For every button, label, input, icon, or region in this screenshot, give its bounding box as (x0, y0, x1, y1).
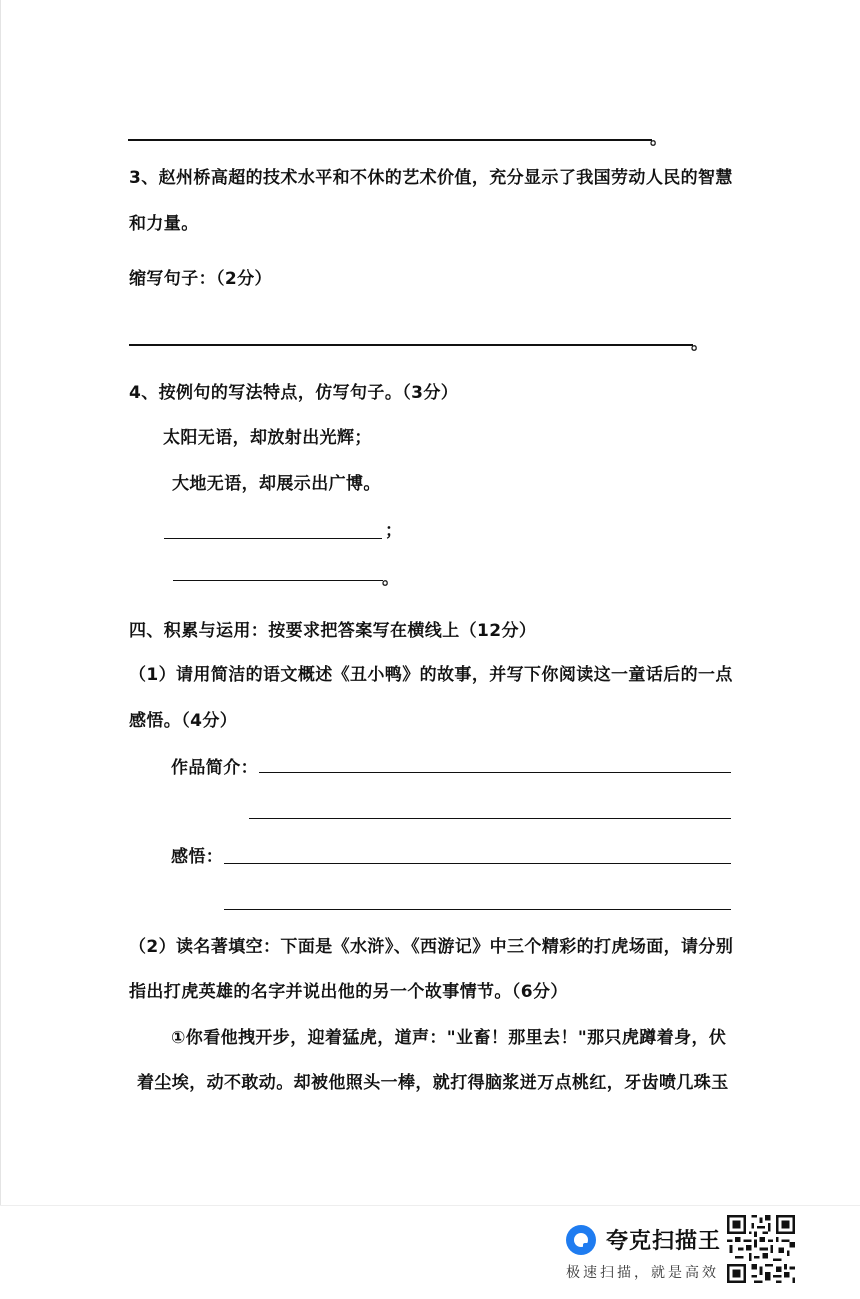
section4-p2-line1: （2）读名著填空：下面是《水浒》、《西游记》中三个精彩的打虎场面，请分别 (129, 937, 734, 957)
quark-logo-icon (566, 1225, 596, 1255)
q3-instruction: 缩写句子：（2分） (129, 269, 272, 289)
qr-code-icon (727, 1215, 795, 1283)
q4-example-1: 太阳无语，却放射出光辉； (163, 428, 372, 448)
passage-line2: 着尘埃，动不敢动。却被他照头一棒，就打得脑浆迸万点桃红，牙齿喷几珠玉 (137, 1073, 729, 1093)
answer-line (249, 818, 731, 819)
section4-p2-line2: 指出打虎英雄的名字并说出他的另一个故事情节。（6分） (129, 982, 568, 1002)
answer-line (128, 139, 652, 141)
passage-line1: ①你看他拽开步，迎着猛虎，道声："业畜！那里去！"那只虎蹲着身，伏 (171, 1028, 727, 1048)
answer-line (164, 538, 382, 539)
q4-title: 4、按例句的写法特点，仿写句子。（3分） (129, 383, 459, 403)
line-period: 。 (382, 569, 399, 589)
intro-label: 作品简介： (171, 758, 258, 778)
line-period: 。 (691, 334, 708, 354)
section4-p1-line1: （1）请用简洁的语文概述《丑小鸭》的故事，并写下你阅读这一童话后的一点 (129, 665, 733, 685)
section4-p1-line2: 感悟。（4分） (129, 711, 238, 731)
answer-line (173, 580, 383, 581)
line-period: 。 (650, 129, 667, 149)
q3-text-line2: 和力量。 (129, 214, 199, 234)
line-semicolon: ； (385, 521, 402, 541)
answer-line (224, 863, 731, 864)
brand-slogan: 极速扫描，就是高效 (566, 1265, 719, 1281)
q4-example-2: 大地无语，却展示出广博。 (172, 474, 381, 494)
answer-line (259, 772, 731, 773)
brand-name: 夸克扫描王 (606, 1229, 722, 1254)
answer-line (224, 909, 731, 910)
section4-title: 四、积累与运用：按要求把答案写在横线上（12分） (129, 621, 537, 641)
q3-text-line1: 3、赵州桥高超的技术水平和不休的艺术价值，充分显示了我国劳动人民的智慧 (129, 168, 733, 188)
answer-line (129, 344, 693, 346)
insight-label: 感悟： (171, 847, 224, 867)
